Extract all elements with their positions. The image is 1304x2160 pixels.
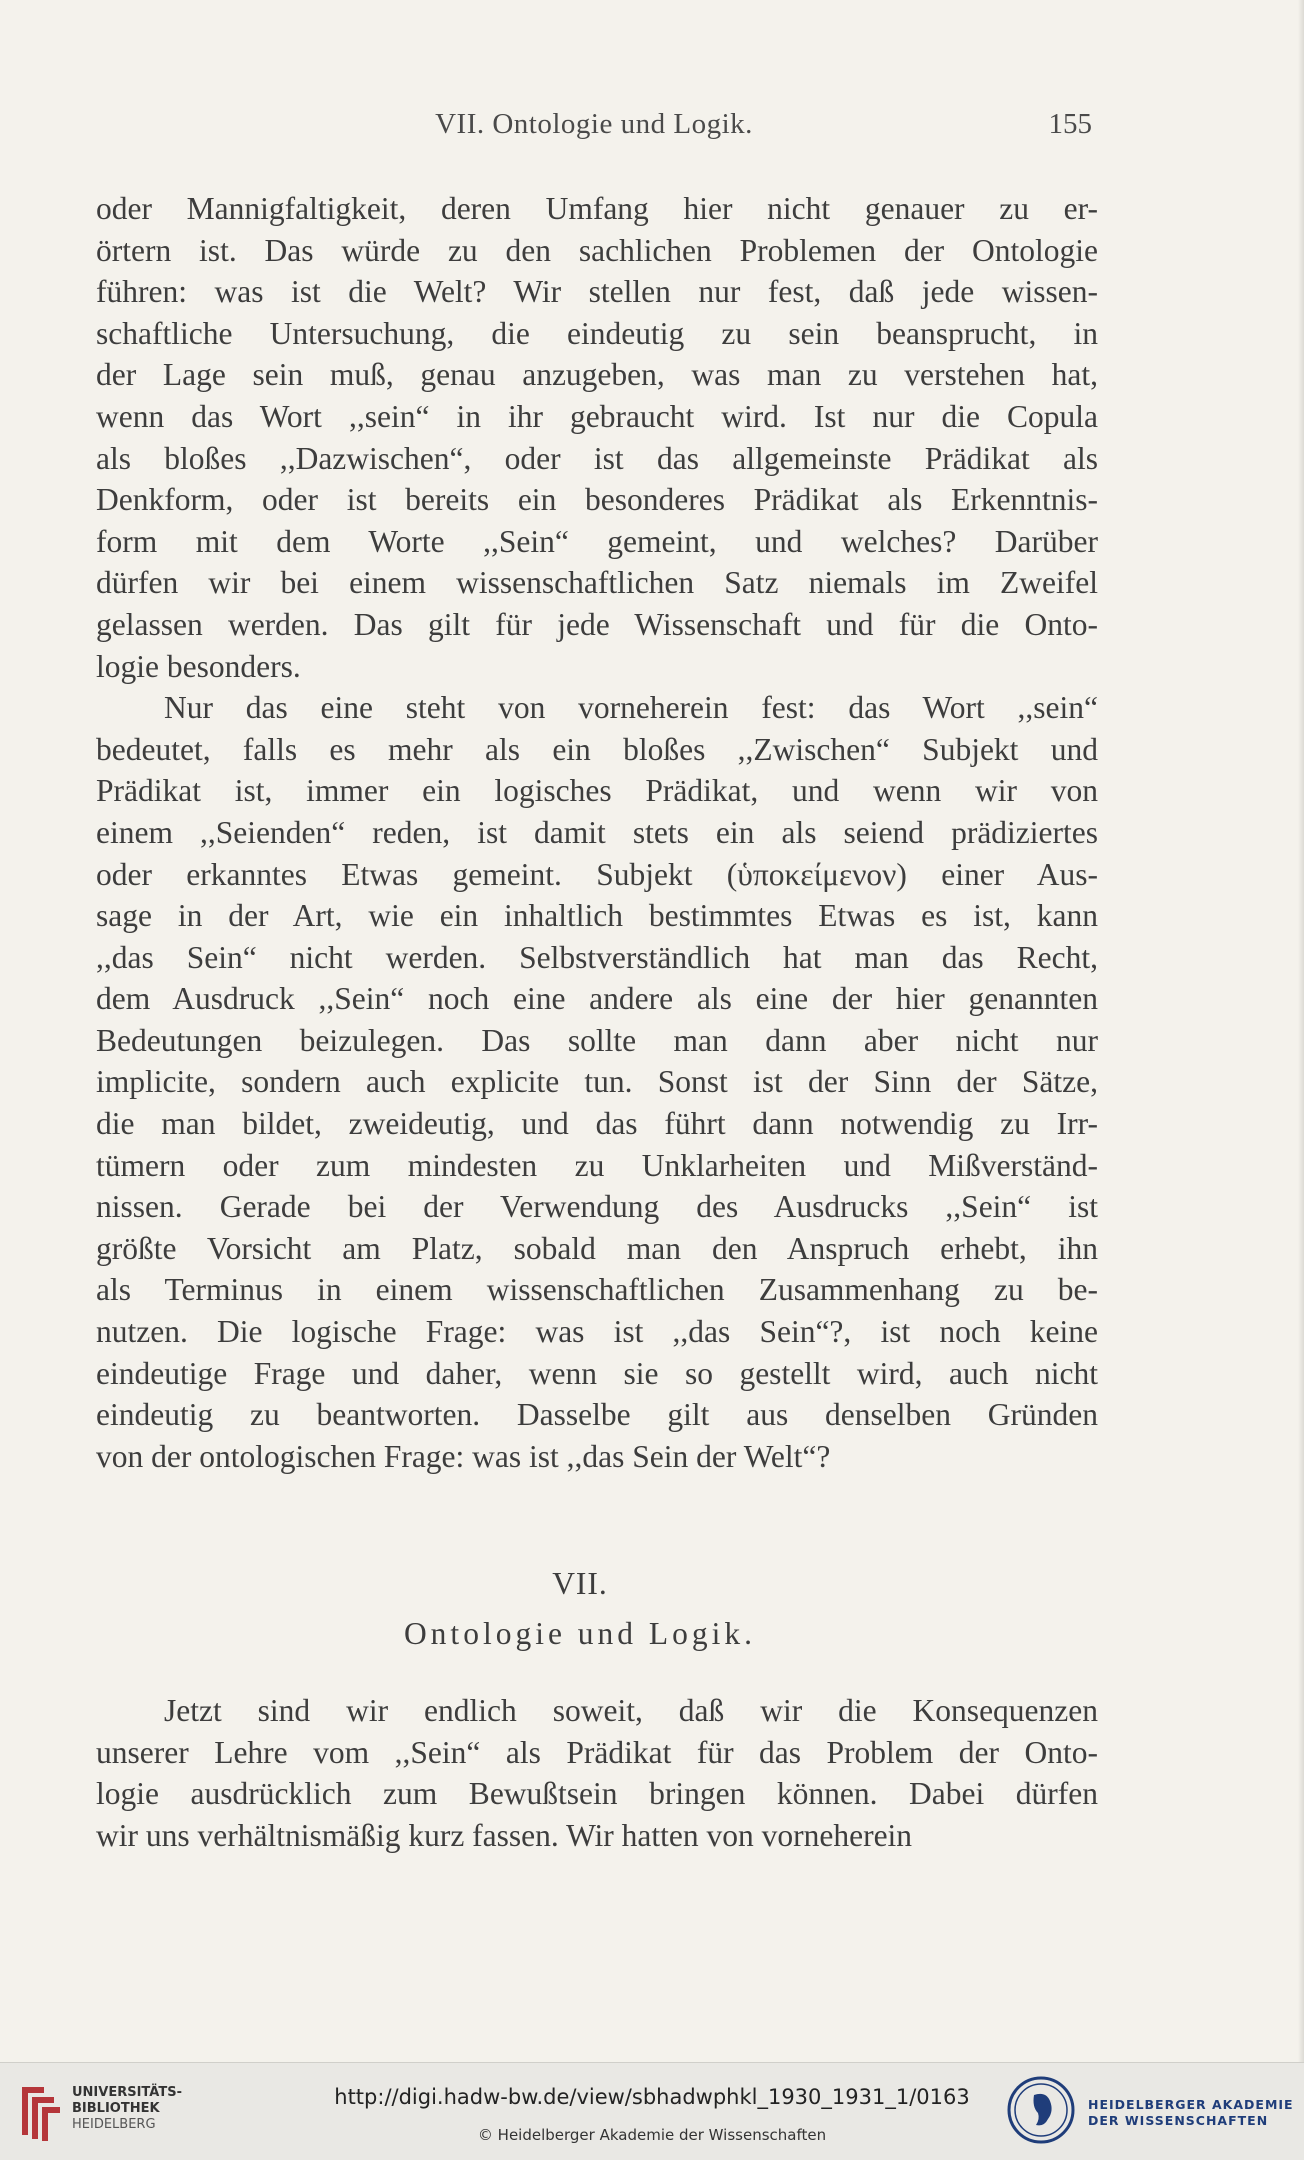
text-line: logie ausdrücklich zum Bewußtsein bringen können. Dabei dürfen: [96, 1776, 1098, 1812]
body-text: [96, 188, 1098, 1477]
text-line: ,,das Sein“ nicht werden. Selbstverständlich hat man das Recht,: [96, 939, 1098, 975]
paragraph-3: [96, 1690, 1098, 1856]
text-line: einem ,,Seienden“ reden, ist damit stets ein als seiend prädiziertes: [96, 814, 1098, 850]
text-line: wir uns verhältnismäßig kurz fassen. Wir hatten von vorneherein: [96, 1817, 913, 1853]
text-line: schaftliche Untersuchung, die eindeutig zu sein beansprucht, in: [96, 315, 1098, 351]
text-line: nutzen. Die logische Frage: was ist ,,das Sein“?, ist noch keine: [96, 1314, 1098, 1350]
text-line: örtern ist. Das würde zu den sachlichen Problemen der Ontologie: [96, 232, 1098, 268]
text-line: führen: was ist die Welt? Wir stellen nur fest, daß jede wissen-: [96, 274, 1098, 310]
section-body-text: [96, 1690, 1098, 1856]
academy-seal-icon: [1006, 2075, 1076, 2145]
text-line: logie besonders.: [96, 648, 301, 684]
text-line: implicite, sondern auch explicite tun. Sonst ist der Sinn der Sätze,: [96, 1064, 1098, 1100]
text-line: eindeutige Frage und daher, wenn sie so gestellt wird, auch nicht: [96, 1355, 1098, 1391]
page-number: 155: [1048, 108, 1092, 140]
hadw-line2: DER WISSENSCHAFTEN: [1088, 2113, 1269, 2128]
text-line: Denkform, oder ist bereits ein besonderes Prädikat als Erkenntnis-: [96, 482, 1098, 518]
ub-name-line1: UNIVERSITÄTS-: [72, 2085, 182, 2100]
copyright-notice: © Heidelberger Akademie der Wissenschaften: [477, 2126, 827, 2144]
text-line: dem Ausdruck ,,Sein“ noch eine andere als eine der hier genannten: [96, 981, 1098, 1017]
text-line: tümern oder zum mindesten zu Unklarheiten und Mißverständ-: [96, 1147, 1098, 1183]
text-line: bedeutet, falls es mehr als ein bloßes ,,Zwischen“ Subjekt und: [96, 731, 1098, 767]
text-line: von der ontologischen Frage: was ist ,,das Sein der Welt“?: [96, 1438, 831, 1474]
section-number: VII.: [552, 1566, 608, 1601]
permalink-url[interactable]: http://digi.hadw-bw.de/view/sbhadwphkl_1930_1931_1/0163: [334, 2085, 970, 2109]
text-line: der Lage sein muß, genau anzugeben, was man zu verstehen hat,: [96, 357, 1098, 393]
text-line: form mit dem Worte ,,Sein“ gemeint, und welches? Darüber: [96, 523, 1098, 559]
footer-bar: [0, 2062, 1304, 2160]
text-line: sage in der Art, wie ein inhaltlich bestimmtes Etwas es ist, kann: [96, 898, 1098, 934]
text-line: dürfen wir bei einem wissenschaftlichen Satz niemals im Zweifel: [96, 565, 1098, 601]
text-line: die man bildet, zweideutig, und das führt dann notwendig zu Irr-: [96, 1106, 1098, 1142]
text-line: als bloßes ,,Dazwischen“, oder ist das allgemeinste Prädikat als: [96, 440, 1098, 476]
text-line: Jetzt sind wir endlich soweit, daß wir die Konsequenzen: [164, 1693, 1098, 1728]
running-head-title: VII. Ontologie und Logik.: [435, 108, 753, 140]
paragraph-1: [96, 188, 1098, 687]
text-line: nissen. Gerade bei der Verwendung des Ausdrucks ,,Sein“ ist: [96, 1189, 1098, 1225]
paragraph-2: [96, 687, 1098, 1477]
academy-name: [1088, 2097, 1294, 2129]
text-line: als Terminus in einem wissenschaftlichen Zusammenhang zu be-: [96, 1272, 1098, 1308]
text-line: Prädikat ist, immer ein logisches Prädikat, und wenn wir von: [96, 773, 1098, 809]
text-line: eindeutig zu beantworten. Dasselbe gilt aus denselben Gründen: [96, 1397, 1098, 1433]
text-line: oder erkanntes Etwas gemeint. Subjekt (ὑποκείμενον) einer Aus-: [96, 856, 1098, 892]
text-line: unserer Lehre vom ,,Sein“ als Prädikat für das Problem der Onto-: [96, 1734, 1098, 1770]
section-title: Ontologie und Logik.: [403, 1616, 757, 1651]
running-head: [96, 108, 1092, 148]
text-line: gelassen werden. Das gilt für jede Wissenschaft und für die Onto-: [96, 606, 1098, 642]
hadw-line1: HEIDELBERGER AKADEMIE: [1088, 2097, 1294, 2112]
page-edge-shadow: [1298, 0, 1304, 2062]
ub-name-line3: HEIDELBERG: [72, 2117, 156, 2132]
text-line: wenn das Wort ,,sein“ in ihr gebraucht wird. Ist nur die Copula: [96, 398, 1098, 434]
text-line: oder Mannigfaltigkeit, deren Umfang hier nicht genauer zu er-: [96, 191, 1098, 226]
text-line: Nur das eine steht von vorneherein fest: das Wort ,,sein“: [164, 690, 1098, 726]
text-line: größte Vorsicht am Platz, sobald man den Anspruch erhebt, ihn: [96, 1230, 1098, 1266]
ub-name-line2: BIBLIOTHEK: [72, 2101, 160, 2116]
text-line: Bedeutungen beizulegen. Das sollte man dann aber nicht nur: [96, 1022, 1098, 1058]
